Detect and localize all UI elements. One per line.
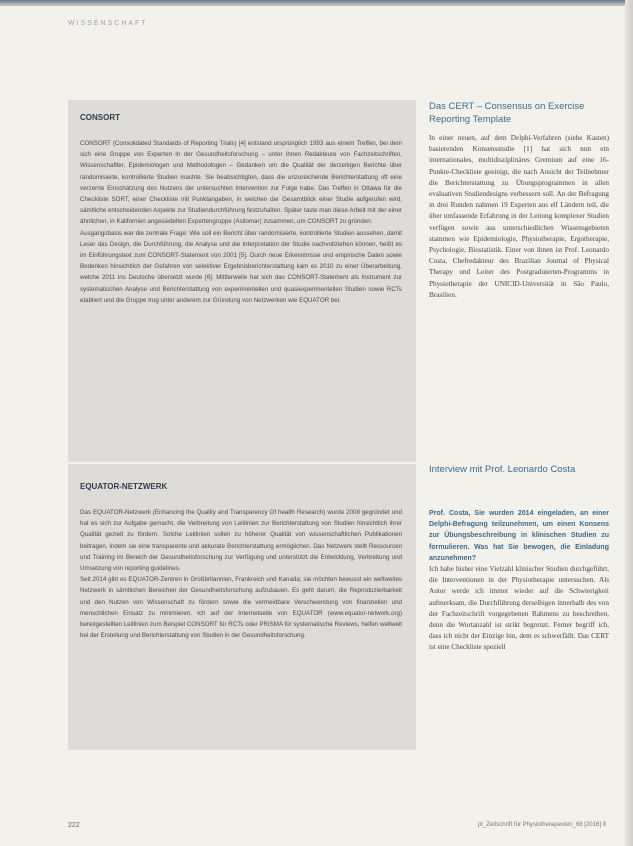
interview-body (429, 508, 609, 654)
consort-paragraph: Ausgangsbasis war die zentrale Frage: Wie soll ein Bericht über randomisierte, kontrollierte Studien aussehen, damit Leser das Design, die Durchführung, die Analyse und die Interpretation der Studie nachvollziehen können, heißt es im Einführungstext zum CONSORT-Statement von 2001 [5]. Durch neue Erkenntnisse und empirische Daten sowie Bedenken hinsichtlich der Gefahren von selektiver Ergebnisberichterstattung kam es 2010 zu einer Überarbeitung, welche 2011 ins Deutsche übersetzt wurde [6]. Mittlerweile hat sich das CONSORT-Statement als Instrument zur systematischen Analyse und Berichterstattung von experimentellen und quasiexperimentellen Studien sowie RCTs etabliert und die Gruppe trug unter anderem zur Gründung von Netzwerken wie EQUATOR bei. (80, 229, 402, 304)
page-top-edge (0, 0, 633, 6)
cert-text: In einer neuen, auf dem Delphi-Verfahren (siehe Kasten) basierenden Konsensstudie [1] hat sich nun ein internationales, multidisziplinäres Gremium auf eine 16-Punkte-Checkliste geeinigt, die nach Ansicht der Teilnehmer die Berichterstattung zu Übungsprogrammen in allen evaluativen Studiendesigns verbessern soll. An der Befragung in drei Runden nahmen 19 Experten aus elf Ländern teil, die über umfassende Erfahrung in der Leitung komplexer Studien verfügen sowie aus unterschiedlichen Wissensgebieten stammen wie Epidemiologie, Physiotherapie, Ergotherapie, Psychologie, Biostatistik. Einer von ihnen ist Prof. Leonardo Costa, Chefredakteur des Brazilian Journal of Physical Therapy und Leiter des Postgraduierten-Programms in Physiotherapie der UNICID-Universität in São Paulo, Brasilien. (429, 134, 609, 299)
interview-answer: Ich habe bisher eine Vielzahl klinischer Studien durchgeführt, die Interventionen in der Physiotherapie untersuchen. Als Autor werde ich immer wieder auf die Schwierigkeit aufmerksam, die Durchführung derselbigen innerhalb des von der Fachzeitschrift vorgegebenen Rahmens zu beschreiben, denn die Wortanzahl ist strikt begrenzt. Ferner begriff ich, dass ich nicht der Einzige bin, dem es schwerfällt. Das CERT ist eine Checkliste speziell (429, 565, 609, 652)
page-number: 222 (68, 822, 80, 829)
equator-paragraph: Das EQUATOR-Netzwerk (Enhancing the Quality and Transparency Of health Research) wurde 2008 gegründet und hat es sich zur Aufgabe gemacht, die Verbreitung von Leitlinien zur Berichterstattung von Studien hinsichtlich ihrer Qualität gezielt zu fördern. Solche Leitlinien sollen zu höherer Qualität von wissenschaftlichen Publikationen beitragen, indem sie eine transparente und akkurate Berichterstattung ermöglichen. Das Netzwerk stellt Ressourcen und Training im Bereich der Gesundheitsforschung zur Verfügung und unterstützt die Entwicklung, Verbreitung und Umsetzung von reporting guidelines. (80, 509, 402, 573)
equator-box (68, 462, 416, 750)
consort-box-title: CONSORT (80, 113, 120, 122)
equator-box-text (80, 507, 402, 641)
running-head: WISSENSCHAFT (68, 20, 148, 27)
consort-box (68, 100, 416, 463)
equator-paragraph: Seit 2014 gibt es EQUATOR-Zentren in Großbritannien, Frankreich und Kanada; sie möchten bewusst ein weltweites Netzwerk in sämtlichen Bereichen der Gesundheitsforschung aufzubauen. Es geht darum, die Reproduzierbarkeit und den Nutzen von Wissenschaft zu fördern sowie die vermeidbare Verschwendung von finanziellen und menschlichen Einsatz zu minimieren. Ich auf der Internetseite von EQUATOR (www.equator-network.org) bereitgestellten Leitlinien zum Beispiel CONSORT für RCTs oder PRISMA für systematische Reviews, helfen weltweit bei der Erstellung und Berichterstattung von Studien in der Gesundheitsforschung. (80, 576, 402, 640)
interview-question: Prof. Costa, Sie wurden 2014 eingeladen, an einer Delphi-Befragung teilzunehmen, um einen Konsens zur Übungsbeschreibung in klinischen Studien zu formulieren. Was hat Sie bewogen, die Einladung anzunehmen? (429, 510, 609, 562)
equator-box-title: EQUATOR-NETZWERK (80, 482, 168, 491)
journal-footer: pt_Zeitschrift für Physiotherapeuten_68 [2016] 8 (477, 822, 606, 828)
page-right-edge (625, 0, 633, 846)
interview-heading: Interview mit Prof. Leonardo Costa (429, 464, 576, 475)
consort-paragraph: CONSORT (Consolidated Standards of Reporting Trials) [4] entstand ursprünglich 1993 aus einem Treffen, bei dem sich eine Gruppe von Experten in der Gesundheitsforschung – unter ihnen Redakteure von Fachzeitschriften, Wissenschaftler, Epidemiologen und Methodologen – Gedanken um die Qualität der derzeitigen Berichte über randomisierte, kontrollierte Studien machte. Sie beabsichtigten, dass die unzureichende Berichterstattung oft eine verzerrte Einschätzung des Nutzens der untersuchten Intervention zur Folge habe. Das Treffen in Ottawa für die Checkliste SORT, einer Checkliste mit Punktangaben, in welchen der Gesamtblick einer Studie aufgerufen wird, sämtliche entscheidenden Aspekte zur Studiendurchführung festzuhalten. Später taste man diese Arbeit mit der einer ähnlichen, in Kalifornien angesiedelten Expertengruppe (Asilomar) zusammen, um CONSORT zu gründen. (80, 140, 402, 226)
cert-heading: Das CERT – Consensus on Exercise Reporting Template (429, 101, 585, 125)
consort-box-text (80, 138, 402, 306)
